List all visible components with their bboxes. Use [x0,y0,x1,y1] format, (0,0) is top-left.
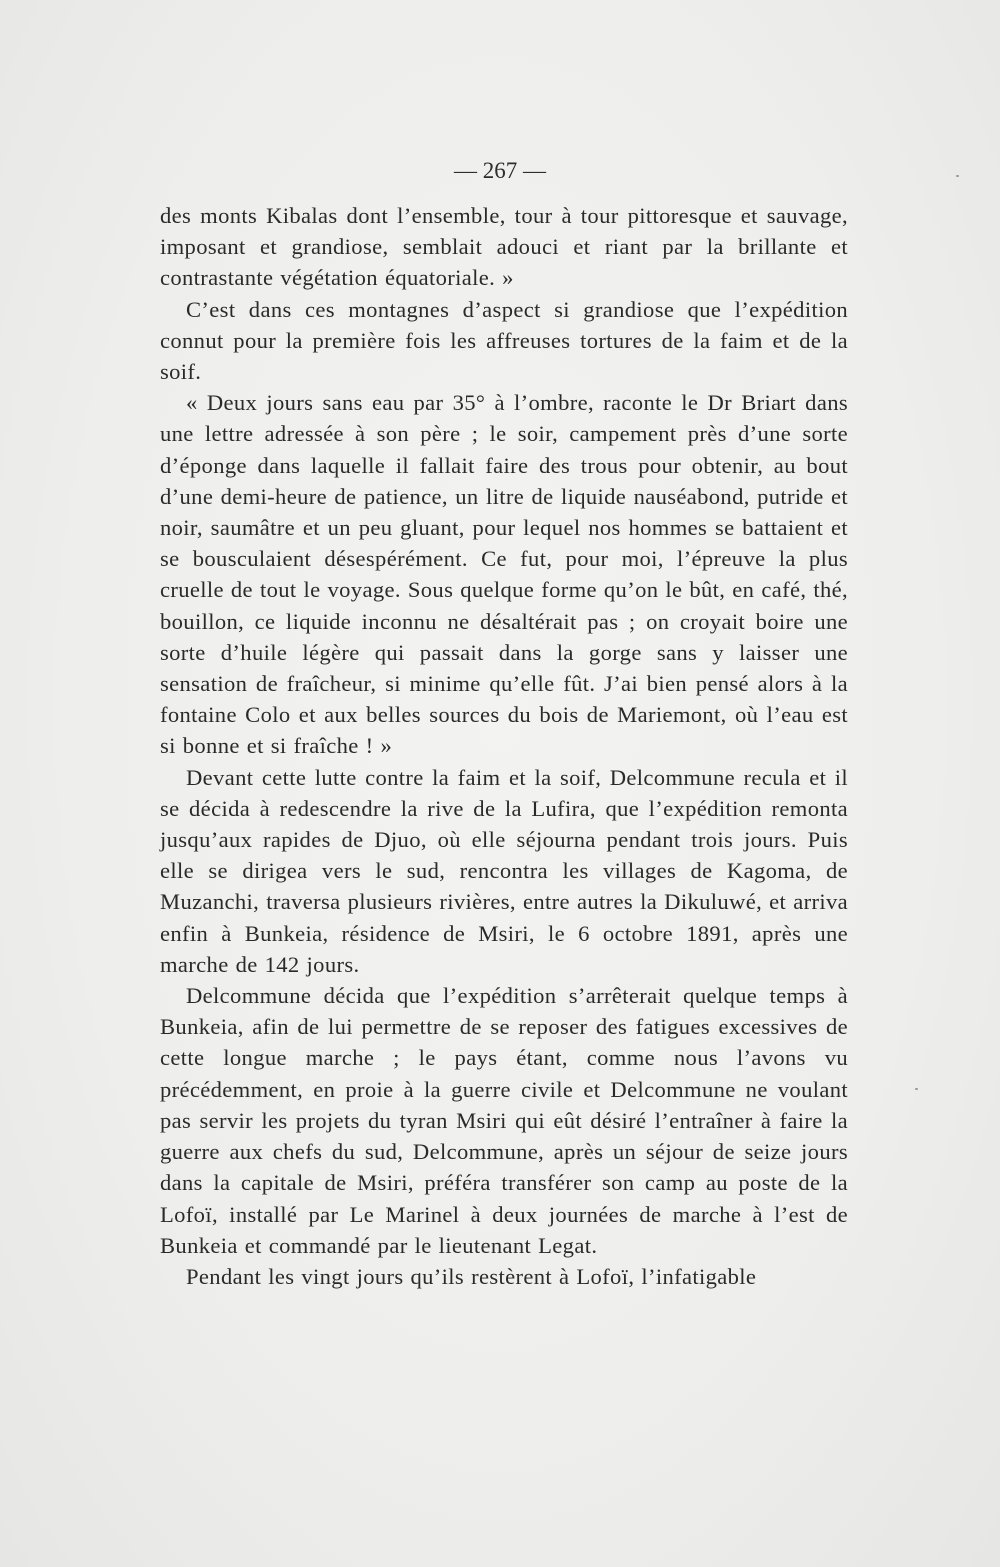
paragraph-4: Devant cette lutte contre la faim et la soif, Delcommune recula et il se décida à redescendre la rive de la Lufira, que l’expédition remonta jusqu’aux rapides de Djuo, où elle séjourna pendant trois jours. Puis elle se dirigea vers le sud, rencontra les villages de Kagoma, de Muzanchi, traversa plusieurs rivières, entre autres la Dikuluwé, et arriva enfin à Bunkeia, résidence de Msiri, le 6 octobre 1891, après une marche de 142 jours. [160,764,848,977]
paragraph-6: Pendant les vingt jours qu’ils restèrent à Lofoï, l’infatigable [186,1263,757,1289]
body-text [160,200,848,1292]
paper-speck [956,175,959,177]
page-number: — 267 — [454,158,546,183]
paragraph-2: C’est dans ces montagnes d’aspect si grandiose que l’expédition connut pour la première fois les affreuses tortures de la faim et de la soif. [160,296,848,385]
paragraph-1: des monts Kibalas dont l’ensemble, tour à tour pittoresque et sauvage, imposant et grandiose, semblait adouci et riant par la brillante et contrastante végétation équatoriale. » [160,203,848,291]
paper-speck [915,1088,918,1090]
paragraph-5: Delcommune décida que l’expédition s’arrêterait quelque temps à Bunkeia, afin de lui permettre de se reposer des fatigues excessives de cette longue marche ; le pays étant, comme nous l’avons vu précédemment, en proie à la guerre civile et Delcommune ne voulant pas servir les projets du tyran Msiri qui eût désiré l’entraîner à faire la guerre aux chefs du sud, Delcommune, après un séjour de seize jours dans la capitale de Msiri, préféra transférer son camp au poste de la Lofoï, installé par Le Marinel à deux journées de marche à l’est de Bunkeia et commandé par le lieutenant Legat. [160,983,848,1258]
paragraph-3: « Deux jours sans eau par 35° à l’ombre, raconte le Dr Briart dans une lettre adressée à son père ; le soir, campement près d’une sorte d’éponge dans laquelle il fallait faire des trous pour obtenir, au bout d’une demi-heure de patience, un litre de liquide nauséabond, putride et noir, saumâtre et un peu gluant, pour lequel nos hommes se battaient et se bousculaient désespérément. Ce fut, pour moi, l’épreuve la plus cruelle de tout le voyage. Sous quelque forme qu’on le bût, en café, thé, bouillon, ce liquide inconnu ne désaltérait pas ; on croyait boire une sorte d’huile légère qui passait dans la gorge sans y laisser une sensation de fraîcheur, si minime qu’elle fût. J’ai bien pensé alors à la fontaine Colo et aux belles sources du bois de Mariemont, où l’eau est si bonne et si fraîche ! » [160,390,848,759]
